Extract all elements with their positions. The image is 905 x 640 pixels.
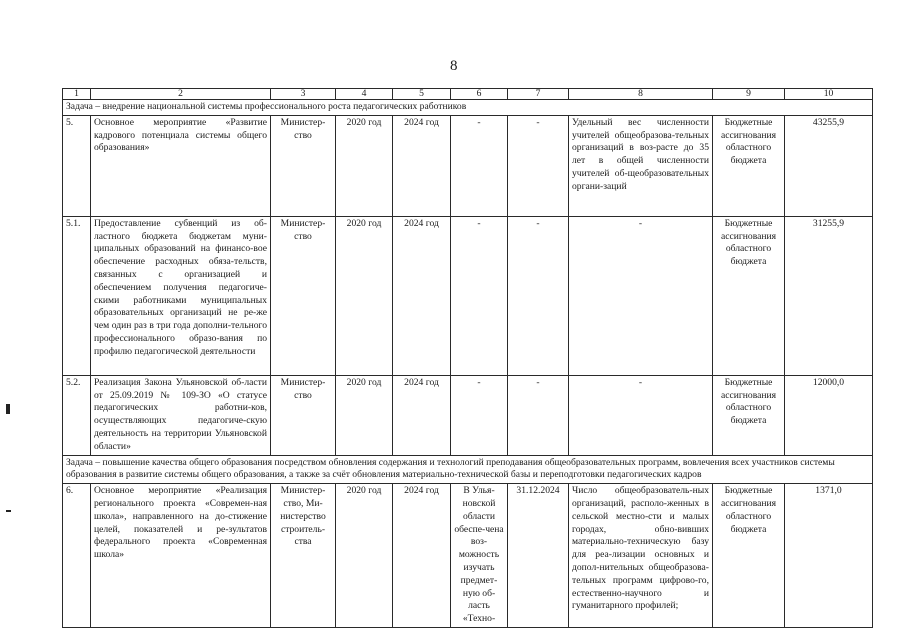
column-7: - bbox=[508, 216, 569, 375]
task-row bbox=[63, 455, 873, 484]
column-7: - bbox=[508, 375, 569, 455]
row-number: 5.1. bbox=[63, 216, 91, 375]
page-number: 8 bbox=[450, 58, 458, 74]
end-year: 2024 год bbox=[393, 115, 451, 216]
row-number: 5.2. bbox=[63, 375, 91, 455]
column-number: 1 bbox=[63, 89, 91, 100]
end-year: 2024 год bbox=[393, 484, 451, 628]
indicator: Число общеобразователь-ных организаций, располо-женных в сельской местно-сти и малых городах, обно-вивших материально-техническую базу для реа-лизации основных и допол-нительных общеобразова-тельных программ цифрово-го, естественно-научного и гуманитарного профилей; bbox=[569, 484, 713, 628]
measure-name: Основное мероприятие «Развитие кадрового потенциала системы общего образования» bbox=[91, 115, 271, 216]
start-year: 2020 год bbox=[336, 375, 393, 455]
end-year: 2024 год bbox=[393, 375, 451, 455]
amount: 12000,0 bbox=[785, 375, 873, 455]
table-row bbox=[63, 375, 873, 455]
start-year: 2020 год bbox=[336, 216, 393, 375]
column-number: 5 bbox=[393, 89, 451, 100]
amount: 43255,9 bbox=[785, 115, 873, 216]
column-number: 2 bbox=[91, 89, 271, 100]
measure-name: Реализация Закона Ульяновской об-ласти от 25.09.2019 № 109-ЗО «О статусе педагогических работни-ков, осуществляющих педагогиче-скую деятельность на территории Ульяновской области» bbox=[91, 375, 271, 455]
start-year: 2020 год bbox=[336, 115, 393, 216]
executor: Министер-ство bbox=[271, 216, 336, 375]
funding-source: Бюджетные ассигнования областного бюджета bbox=[713, 216, 785, 375]
start-year: 2020 год bbox=[336, 484, 393, 628]
table-row bbox=[63, 216, 873, 375]
amount: 1371,0 bbox=[785, 484, 873, 628]
measure-name: Основное мероприятие «Реализация регионального проекта «Современ-ная школа», направленного на до-стижение целей, показателей и ре-зультатов федерального проекта «Современная школа» bbox=[91, 484, 271, 628]
funding-source: Бюджетные ассигнования областного бюджета bbox=[713, 375, 785, 455]
table-row bbox=[63, 115, 873, 216]
executor: Министер-ство, Ми-нистерство строитель-ства bbox=[271, 484, 336, 628]
column-7: - bbox=[508, 115, 569, 216]
measure-name: Предоставление субвенций из об-ластного бюджета бюджетам муни-ципальных образований на финансо-вое обеспечение расходных обяза-тельств, связанных с организацией и обеспечением получения педагогиче-скими работниками муниципальных образовательных организаций не ре-же чем один раз в три года дополни-тельного профессионального образо-вания по профилю педагогической деятельности bbox=[91, 216, 271, 375]
column-number: 9 bbox=[713, 89, 785, 100]
amount: 31255,9 bbox=[785, 216, 873, 375]
column-number: 6 bbox=[451, 89, 508, 100]
indicator: - bbox=[569, 375, 713, 455]
row-number: 5. bbox=[63, 115, 91, 216]
task-row bbox=[63, 100, 873, 116]
task-heading: Задача – повышение качества общего образования посредством обновления содержания и технологий преподавания общеобразовательных программ, вовлечения всех участников системы образования в развитие системы общего образования, а также за счёт обновления материально-технической базы и переподготовки педагогических кадров bbox=[63, 455, 873, 484]
column-number: 7 bbox=[508, 89, 569, 100]
column-6: - bbox=[451, 115, 508, 216]
table-row bbox=[63, 484, 873, 628]
funding-source: Бюджетные ассигнования областного бюджета bbox=[713, 115, 785, 216]
scan-mark bbox=[6, 404, 10, 414]
indicator: Удельный вес численности учителей общеобразова-тельных организаций в воз-расте до 35 лет в общей численности учителей об-щеобразовательных органи-заций bbox=[569, 115, 713, 216]
column-number: 8 bbox=[569, 89, 713, 100]
funding-source: Бюджетные ассигнования областного бюджета bbox=[713, 484, 785, 628]
indicator: - bbox=[569, 216, 713, 375]
column-6: - bbox=[451, 375, 508, 455]
executor: Министер-ство bbox=[271, 115, 336, 216]
column-number-row bbox=[63, 89, 873, 100]
executor: Министер-ство bbox=[271, 375, 336, 455]
column-7: 31.12.2024 bbox=[508, 484, 569, 628]
row-number: 6. bbox=[63, 484, 91, 628]
column-number: 10 bbox=[785, 89, 873, 100]
column-number: 4 bbox=[336, 89, 393, 100]
column-6: В Улья-новской области обеспе-чена воз-можность изучать предмет-ную об-ласть «Техно- bbox=[451, 484, 508, 628]
scan-mark bbox=[6, 510, 11, 512]
task-heading: Задача – внедрение национальной системы профессионального роста педагогических работников bbox=[63, 100, 873, 116]
end-year: 2024 год bbox=[393, 216, 451, 375]
column-number: 3 bbox=[271, 89, 336, 100]
column-6: - bbox=[451, 216, 508, 375]
program-table bbox=[62, 88, 873, 628]
